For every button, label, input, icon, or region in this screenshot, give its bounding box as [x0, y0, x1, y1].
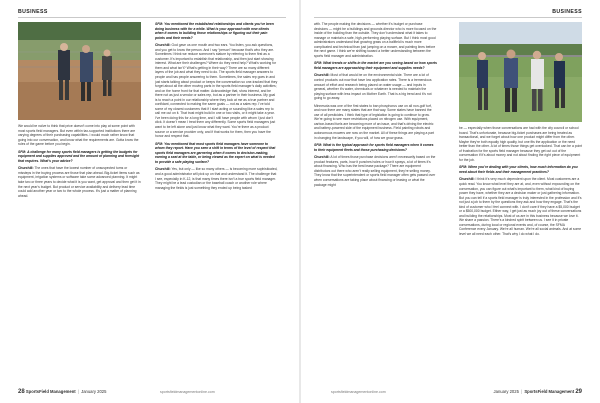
col2-question-1: SFM: You mentioned the established relationships and clients you’ve been doing business with for a while. What is your approach with new clients when it comes to building those relationships or figuring out their pain points and their needs?	[155, 22, 274, 40]
right-page	[301, 0, 600, 403]
footer-separator-right: |	[521, 389, 523, 395]
col1-paragraph-1: We would be naïve to think that price doesn’t come into play at some point with most sports field managers. But even within tax-supported institutions there are varying degrees of their purchasing capabilities. I would much rather know that going into our conversation, and know what the requirements are. Gotta know the rules of the game before you begin.	[18, 124, 139, 147]
col1-answer-1: Churchill: The ones that have the lowest number of unsuspected turns or missteps in the buying process are those that plan ahead. Big-ticket items such as equipment, irrigation systems or software take some advanced planning. It might take two or three years to decide what it is you want, get approval and then get it in the next year’s budget. But product or service availability and delivery lead time could add another year or two to the whole process. It’s just a matter of planning ahead.	[18, 166, 141, 198]
section-label-left: BUSINESS	[18, 9, 48, 15]
photo-coaches-on-infield	[18, 22, 141, 120]
infield-photo-illustration	[18, 22, 141, 120]
website-right: sportsfieldmanagementonline.com	[331, 390, 386, 394]
photo-coaches-on-outfield	[459, 22, 582, 122]
col2-answer-2: Churchill: Yes, but only — like so many others — is becoming more sophisticated, and a good administrator will pick up on that and understand it. The challenge that I see, especially in K-12, is that many times there isn’t a true sports field manager. They might be a lead custodian or the baseball coach or another role where managing the fields is just something they ended up being tasked	[155, 167, 278, 190]
col3-answer-1: Churchill: Most of that would be on the environmental side. There are a lot of control products out now that have low application rates. There is a tremendous amount of effort and research being placed on water usage — and inputs in general, whether it’s water, chemicals or whatever is needed to maintain the playing surface with less impact on Mother Earth. That is a big trend and it’s not going to go away.	[314, 73, 432, 101]
article-column-2	[155, 22, 278, 380]
page-number-left: 28	[18, 389, 25, 395]
header-rule-right	[314, 17, 582, 18]
article-column-3	[314, 22, 437, 380]
col2-question-2: SFM: You mentioned that most sports field managers have someone to whom they report. Have you seen a shift in terms of the level of respect that sports field managers are garnering when it comes to decision-making, earning a seat at the table, or being viewed as the expert on what is needed to provide a safe playing surface?	[155, 141, 276, 164]
col3-question-2: SFM: What is the typical approach for sports field managers when it comes to their equipment fleets and those purchasing decisions?	[314, 143, 434, 152]
col3-paragraph-2: Minnesota was one of the first states to ban phosphorus use on all non-golf turf, and now there are many states that are that way. Some states have banned the use of all pesticides. I think that type of legislation is going to continue to grow. We’re going to see more restrictions placed on nitrogen use. With equipment, carbon-based fuels are becoming more of an issue, and that’s driving the electric and battery-powered side of the equipment business. Field painting robots and autonomous mowers are now on the market. All of these things are playing a part in changing the landscape, if you will, of how we grow grass.	[314, 103, 435, 140]
col3-paragraph-1: with. The people making the decisions — whether it’s budget or purchase decisions — might be a buildings and grounds director who is more focused on the inside of the building than the outside. They don’t understand what it takes to manage or maintain a safe, high-performing playing surface. But I think most good administrators understand that growing grass on a ballfield is much more complicated and technical than just jumping on a mower, and painting lines before the next game. I think we’re shifting toward a better understanding between the sports field manager and administration.	[314, 22, 437, 58]
page-number-right: 29	[575, 389, 582, 395]
col2-answer-1: Churchill: God gave us one mouth and two ears. You listen, you ask questions, and you get to know the person. And I say “person” because that’s who they are. Sometimes I think we reduce someone’s stature by referring to them first as a customer. It’s important to establish that relationship, and then just start showing interest. What are their challenges? Where do they need help? What’s working for them and what isn’t? What’s getting in their way? There are so many different layers of the job and what they need to do. The sports field manager answers to people and has people answering to them. Sometimes, the sales rep goes in and just starts talking about product or keeps the conversation so one-tracked that they forget about all the other moving parts in the sports field manager’s daily activities; and on the home front for that matter. Acknowledge that, show interest, and be there not as just a vendor or sales rep, but as a partner in their business. My goal is to reach a point in our relationship where they look at me as a true partner and confidant, connected to making the same goals — not as a sales rep. I’ve told some of my closest customers that if I start acting or sounding like a sales rep to call me out on it. That trust might build in one or two visits, or it might take a year. I’ve been doing this for a long time, and I still have people with whom I just don’t click. It doesn’t mean I treat them any differently. Some sports field managers just want to be left alone and just know what they want. You’re there as a product source or a service provider only, and if that works for them, then you have the honor and respect that.	[155, 43, 278, 139]
outfield-photo-illustration	[459, 22, 582, 122]
section-label-right: BUSINESS	[552, 9, 582, 15]
footer-brand-left: SportsField Management	[25, 389, 76, 395]
col4-question-1: SFM: When you’re dealing with your clients, how much information do you need about their fields and their management practices?	[459, 165, 578, 174]
footer-issue-left: January 2025	[81, 389, 107, 395]
footer-issue-right: January 2025	[493, 389, 519, 395]
website-left: sportsfieldmanagementonline.com	[160, 390, 215, 394]
footer-right	[494, 389, 582, 395]
footer-left	[18, 389, 106, 395]
footer-brand-right: SportsField Management	[524, 389, 575, 395]
col1-question-1: SFM: A challenge for many sports field managers is getting the budgets for equipment and supplies approved and the amount of planning and foresight that requires. What’s your advice?	[18, 149, 140, 163]
col4-answer-1: Churchill: I think it’s very much dependent upon the client. Most customers are a quick read. You know what level they are at, and, even without expounding on the conversation, you can figure out what’s important to them, what kind of buying power they have, whether they are a decision maker or just gathering information. But you can tell if a sports field manager is truly interested in the profession and it’s not just a job to them by the questions they ask and how they engage. That’s the kind of customer who I feel connect with. I don’t care if they have a $5,000 budget or a $500,000 budget. Either way, I get just as much joy out of these conversations and building the relationships. Most of us are in this business because we love it. We share a passion. There’s a kindred spirit between us. I see it in private conversations, during local or regional events and, of course, the SFMA Conference every January. We’re all human. We’re all social animals. And at some level we all need each other. That’s why I do what I do.	[459, 177, 582, 237]
article-column-4	[459, 126, 582, 382]
col4-paragraph-1: be — especially when those conversations are had with the city council or school board. That’s unfortunate, because big-ticket purchases are being treated as transactional, and we forget about how one product might differ from the other. Maybe they’re both equally high quality, but one fits the application or the need better than the other. A lot of times those things get overlooked. That can be a point of frustration for the sports field manager because they get out out of the conversation if it’s about money and not about finding the right piece of equipment for the job.	[459, 126, 582, 162]
col3-question-1: SFM: What trends or shifts in the market are you seeing based on how sports field managers are approaching their equipment and supplies needs?	[314, 61, 437, 70]
header-rule-left	[18, 17, 286, 18]
col3-answer-2: Churchill: A lot of times those purchase decisions aren’t necessarily based on the product features, parts, how it punches holes or how it sprays, a lot of times it’s about financing. Who has the best lease package? There are equipment distributors out there who aren’t really selling equipment, they’re selling money. They know that the superintendent or sports field manager often gets passed over when conversations are taking place about financing or leasing or what the package might	[314, 155, 436, 187]
footer-separator-left: |	[77, 389, 79, 395]
left-page	[0, 0, 299, 403]
article-column-1	[18, 124, 141, 382]
